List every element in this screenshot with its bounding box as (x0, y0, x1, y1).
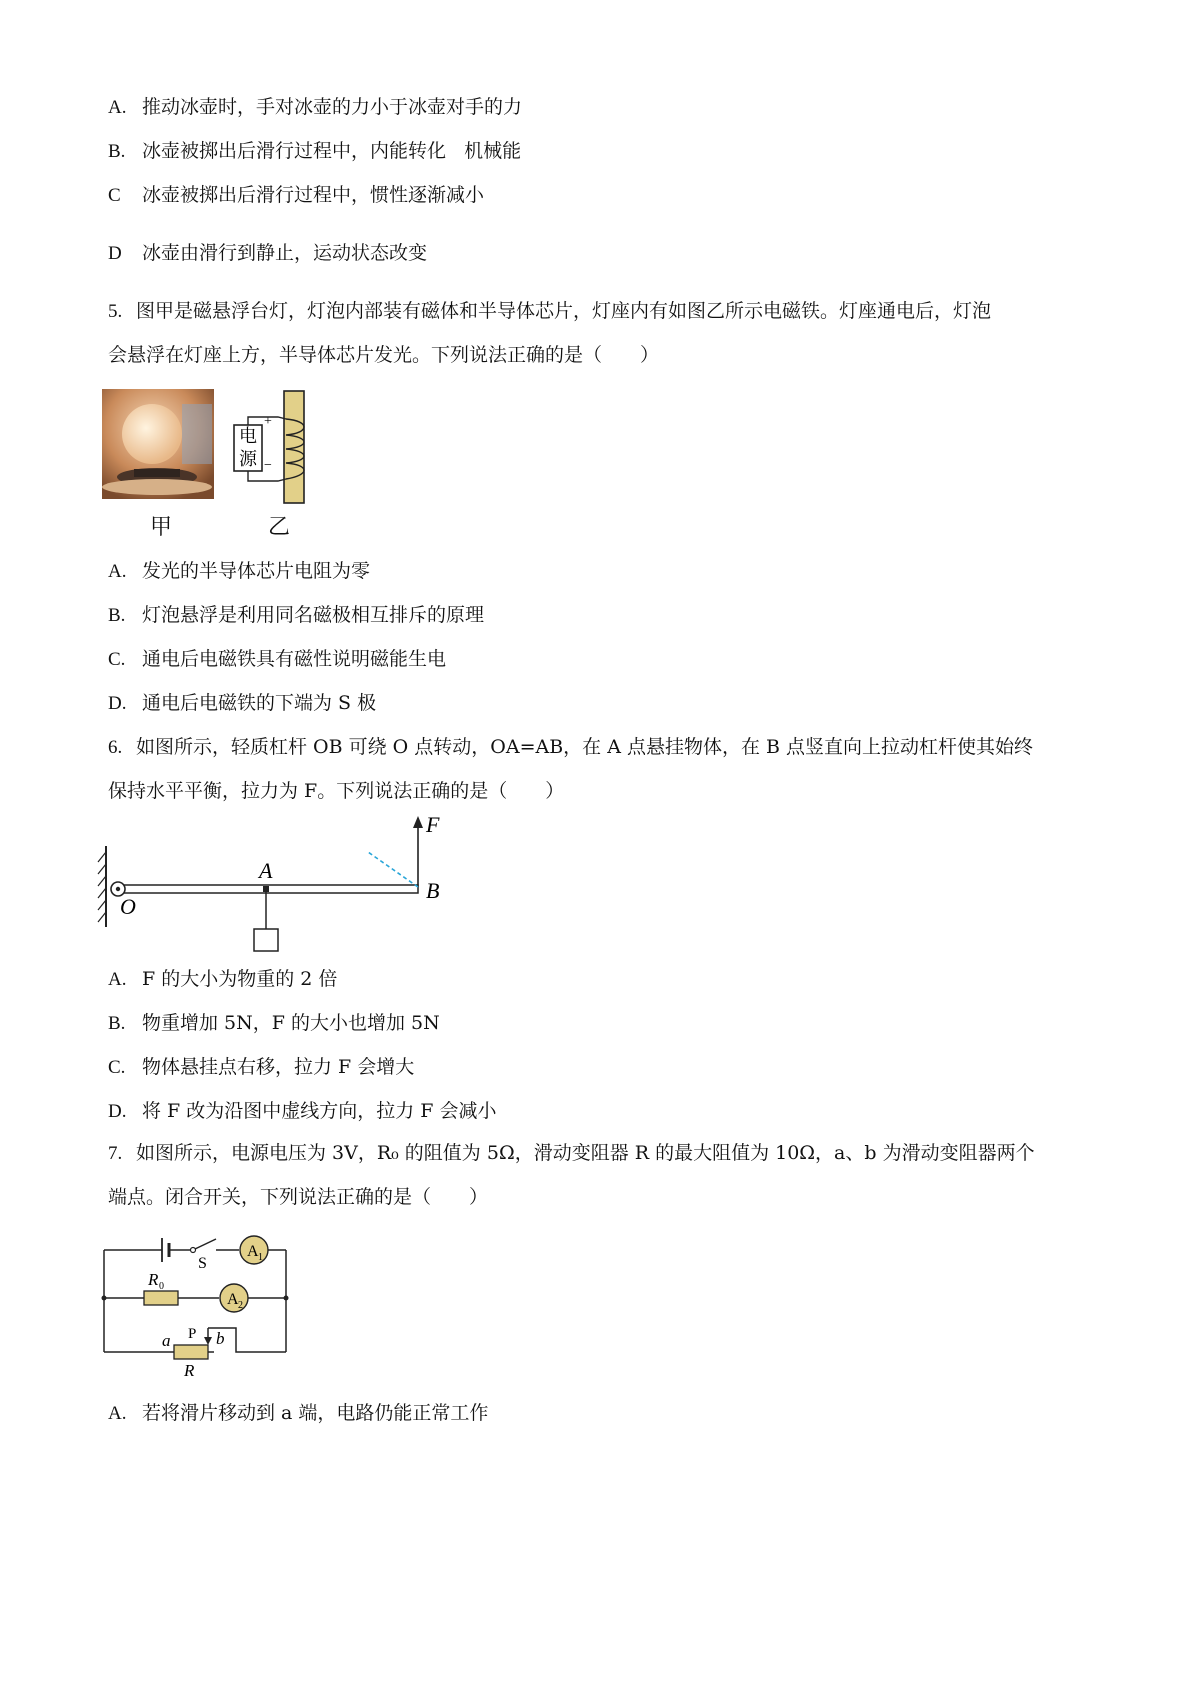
power-char-2: 源 (239, 449, 257, 469)
q6-option-c (108, 1054, 414, 1081)
option-label: D. (108, 693, 127, 714)
question-number: 6. (108, 737, 123, 758)
figure-caption-yi: 乙 (268, 515, 291, 540)
ammeter-a1-sub: 1 (258, 1252, 263, 1263)
q4-option-d (108, 240, 427, 267)
ammeter-a2-label: A (227, 1291, 239, 1308)
option-text: 冰壶被掷出后滑行过程中，内能转化 机械能 (142, 140, 522, 162)
option-label: A. (108, 1403, 127, 1424)
label-b: B (426, 878, 440, 903)
slider-p-label: P (188, 1326, 197, 1342)
option-text: F 的大小为物重的 2 倍 (142, 968, 338, 990)
electromagnet-diagram (230, 389, 320, 507)
option-text: 灯泡悬浮是利用同名磁极相互排斥的原理 (142, 604, 485, 626)
option-text: 将 F 改为沿图中虚线方向，拉力 F 会减小 (142, 1100, 497, 1122)
question-stem: 端点。闭合开关，下列说法正确的是（ ） (108, 1186, 489, 1208)
circuit-diagram (96, 1222, 306, 1387)
option-text: 推动冰壶时，手对冰壶的力小于冰壶对手的力 (142, 96, 523, 118)
q4-option-c (108, 182, 484, 209)
option-text: 通电后电磁铁具有磁性说明磁能生电 (142, 648, 447, 670)
question-number: 5. (108, 301, 123, 322)
label-f: F (426, 812, 440, 837)
option-label: B. (108, 141, 126, 162)
q6-stem-line2 (108, 778, 564, 804)
q6-option-d (108, 1098, 497, 1125)
question-stem: 保持水平平衡，拉力为 F。下列说法正确的是（ ） (108, 780, 565, 802)
option-label: B. (108, 605, 126, 626)
option-label: C. (108, 1057, 126, 1078)
q5-option-b (108, 602, 484, 629)
label-o: O (120, 894, 136, 919)
option-label: A. (108, 561, 127, 582)
option-label: A. (108, 969, 127, 990)
ammeter-a1-label: A (247, 1243, 259, 1260)
q4-option-a (108, 94, 522, 121)
maglev-lamp-photo (102, 389, 214, 499)
option-label: C. (108, 649, 126, 670)
q5-stem-line1 (108, 298, 991, 325)
plus-sign: + (264, 414, 272, 429)
q7-option-a (108, 1400, 488, 1427)
r0-sub: 0 (159, 1281, 164, 1292)
q6-option-a (108, 966, 337, 993)
minus-sign: − (264, 458, 272, 473)
option-text: 若将滑片移动到 a 端，电路仍能正常工作 (142, 1402, 489, 1424)
option-label: D (108, 243, 122, 264)
end-a-label: a (162, 1331, 171, 1350)
ammeter-a2-sub: 2 (238, 1300, 243, 1311)
q5-option-c (108, 646, 446, 673)
lever-diagram (96, 812, 456, 957)
q7-stem-line2 (108, 1184, 488, 1210)
option-text: 发光的半导体芯片电阻为零 (142, 560, 371, 582)
figure-caption-jia: 甲 (150, 515, 173, 540)
q5-stem-line2 (108, 342, 659, 368)
q7-stem-line1 (108, 1140, 1035, 1167)
option-text: 物体悬挂点右移，拉力 F 会增大 (142, 1056, 415, 1078)
question-stem: 如图所示，电源电压为 3V，R₀ 的阻值为 5Ω，滑动变阻器 R 的最大阻值为 10Ω，a、b 为滑动变阻器两个 (136, 1142, 1035, 1164)
q4-option-b (108, 138, 521, 165)
label-a: A (259, 858, 273, 883)
option-text: 通电后电磁铁的下端为 S 极 (142, 692, 377, 714)
question-stem: 图甲是磁悬浮台灯，灯泡内部装有磁体和半导体芯片，灯座内有如图乙所示电磁铁。灯座通电后，灯泡 (136, 300, 992, 322)
question-number: 7. (108, 1143, 123, 1164)
q6-option-b (108, 1010, 440, 1037)
option-label: C (108, 185, 121, 206)
option-text: 物重增加 5N，F 的大小也增加 5N (142, 1012, 440, 1034)
question-stem: 会悬浮在灯座上方，半导体芯片发光。下列说法正确的是（ ） (108, 344, 660, 366)
option-label: B. (108, 1013, 126, 1034)
option-label: A. (108, 97, 127, 118)
q6-stem-line1 (108, 734, 1033, 761)
rheostat-r-label: R (184, 1361, 195, 1380)
option-label: D. (108, 1101, 127, 1122)
q5-option-a (108, 558, 370, 585)
question-stem: 如图所示，轻质杠杆 OB 可绕 O 点转动，OA=AB，在 A 点悬挂物体，在 B 点竖直向上拉动杠杆使其始终 (136, 736, 1034, 758)
end-b-label: b (216, 1329, 225, 1348)
power-char-1: 电 (239, 426, 257, 446)
option-text: 冰壶被掷出后滑行过程中，惯性逐渐减小 (142, 184, 485, 206)
q5-option-d (108, 690, 376, 717)
switch-label: S (198, 1255, 207, 1272)
option-text: 冰壶由滑行到静止，运动状态改变 (142, 242, 428, 264)
r0-label: R (148, 1270, 159, 1289)
